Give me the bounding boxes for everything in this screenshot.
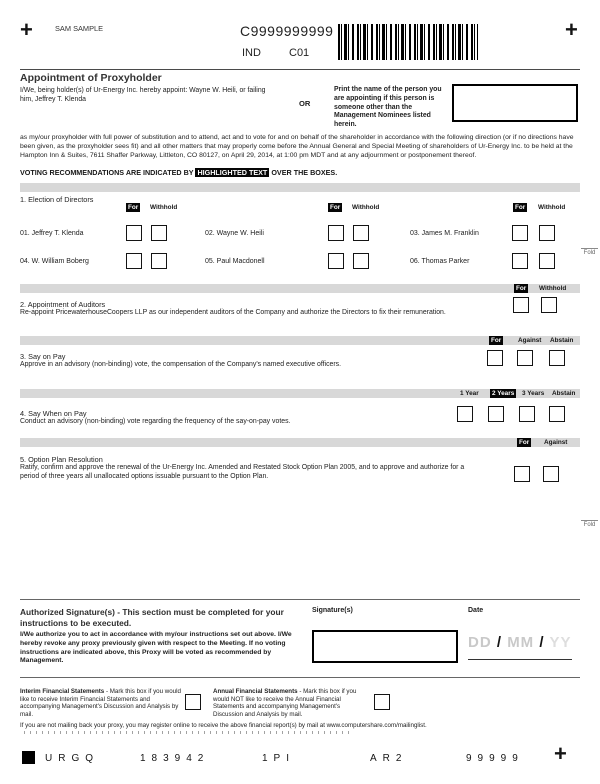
director-05-withhold-checkbox[interactable]: [353, 253, 369, 269]
director-05-for-checkbox[interactable]: [328, 253, 344, 269]
interim-statements-text: [20, 688, 182, 718]
interim-statements-checkbox[interactable]: [185, 694, 201, 710]
signature-top-divider: [20, 599, 580, 600]
auditors-for-checkbox[interactable]: [513, 297, 529, 313]
say-when-option-1year-label: 1 Year: [460, 390, 479, 397]
auditors-body: Re-appoint PricewaterhouseCoopers LLP as our independent auditors of the Company and authorize the Directors to fix their remuneration.: [20, 309, 446, 316]
appointment-title: Appointment of Proxyholder: [20, 72, 162, 84]
interim-statements-title: Interim Financial Statements: [20, 688, 105, 695]
registration-mark-bottom-right: +: [554, 741, 567, 766]
option-plan-option-against-label: Against: [544, 439, 568, 446]
election-for-header-3: For: [515, 204, 526, 211]
say-when-2years-checkbox[interactable]: [488, 406, 504, 422]
say-on-pay-option-against-label: Against: [518, 337, 542, 344]
director-04-name: 04. W. William Boberg: [20, 258, 89, 265]
option-plan-title: 5. Option Plan Resolution: [20, 455, 103, 464]
signature-label: Signature(s): [312, 607, 353, 614]
date-separator-1: /: [496, 634, 503, 651]
say-when-option-abstain-label: Abstain: [552, 390, 576, 397]
election-withhold-header-1: Withhold: [150, 204, 178, 211]
proxy-paragraph: as my/our proxyholder with full power of substitution and to attend, act and to vote for and on behalf of the shareholder in accordance with the following direction (or if no directions have been given, as the proxyholder sees fit) and all other matters that may properly come before the Annual General and Special Meeting of shareholders of Ur-Energy Inc. to be held at the Hampton Inn & Suites, 7611 Shaffer Parkway, Littleton, CO 80127, on April 29, 2014, at 1:00 pm MDT and at any adjournment or postponement thereof.: [20, 134, 574, 159]
scanner-alignment-square: [22, 751, 35, 764]
say-on-pay-body: Approve in an advisory (non-binding) vote, the compensation of the Company's named executive officers.: [20, 361, 342, 368]
election-withhold-header-2: Withhold: [352, 204, 380, 211]
say-on-pay-title: 3. Say on Pay: [20, 352, 66, 361]
say-on-pay-against-checkbox[interactable]: [517, 350, 533, 366]
say-when-option-2years-label: 2 Years: [492, 390, 515, 397]
control-number: C9999999999: [240, 23, 334, 39]
annual-statements-text: [213, 688, 371, 718]
print-instruction: Print the name of the person you are appointing if this person is someone other than the Management Nominees listed herein.: [334, 86, 442, 129]
say-when-1year-checkbox[interactable]: [457, 406, 473, 422]
auditors-withhold-checkbox[interactable]: [541, 297, 557, 313]
auditors-title: 2. Appointment of Auditors: [20, 300, 106, 309]
signature-bottom-divider: [20, 677, 580, 678]
say-on-pay-option-for-label: For: [491, 337, 502, 344]
footer-code-ar: AR2: [370, 753, 408, 764]
footer-code-sequence: 183942: [140, 753, 210, 764]
auditors-option-withhold-label: Withhold: [539, 285, 567, 292]
footer-code-type: 1PI: [262, 753, 296, 764]
registration-mark-top-right: +: [565, 17, 578, 42]
footer-code-issuer: URGQ: [45, 753, 99, 764]
auditors-option-for-label: For: [516, 285, 527, 292]
registration-mark-top-left: +: [20, 17, 33, 42]
director-01-name: 01. Jeffrey T. Klenda: [20, 230, 84, 237]
signature-body: I/We authorize you to act in accordance with my/our instructions set out above. I/We hereby revoke any proxy previously given with respect to the Meeting. If no voting instructions are indicated above, this Proxy will be voted as recommended by Management.: [20, 631, 292, 665]
auditors-recommendation-bar: [20, 284, 580, 293]
date-separator-2: /: [539, 634, 545, 651]
election-title: 1. Election of Directors: [20, 195, 94, 204]
option-plan-body: Ratify, confirm and approve the renewal of the Ur-Energy Inc. Amended and Restated Stock Option Plan 2005, and to approve and authorize for a period of three years all unallocated options issuable pursuant to the Option Plan.: [20, 464, 465, 480]
director-02-withhold-checkbox[interactable]: [353, 225, 369, 241]
appointment-body: I/We, being holder(s) of Ur-Energy Inc. hereby appoint: Wayne W. Heili, or failing him, Jeffrey T. Klenda: [20, 87, 266, 103]
say-when-abstain-checkbox[interactable]: [549, 406, 565, 422]
director-01-for-checkbox[interactable]: [126, 225, 142, 241]
voting-note: [20, 168, 337, 177]
section-divider-bar: [20, 183, 580, 192]
date-label: Date: [468, 607, 484, 614]
fold-mark-1: Fold: [581, 248, 598, 256]
say-on-pay-option-abstain-label: Abstain: [550, 337, 574, 344]
barcode: [338, 24, 478, 60]
say-when-3years-checkbox[interactable]: [519, 406, 535, 422]
header-divider: [20, 69, 580, 70]
footer-code-number: 99999: [466, 753, 524, 764]
online-registration-note: If you are not mailing back your proxy, you may register online to receive the above financial report(s) by mail at www.computershare.com/mailinglist.: [20, 722, 427, 729]
date-year-placeholder: YY: [549, 634, 572, 651]
perforation-marks: [24, 731, 354, 734]
date-field[interactable]: [468, 634, 571, 651]
option-plan-against-checkbox[interactable]: [543, 466, 559, 482]
signature-heading: Authorized Signature(s) - This section must be completed for your instructions to be executed.: [20, 607, 284, 628]
voting-note-prefix: VOTING RECOMMENDATIONS ARE INDICATED BY: [20, 168, 196, 177]
director-03-name: 03. James M. Franklin: [410, 230, 479, 237]
date-month-placeholder: MM: [507, 634, 535, 651]
recipient-name: SAM SAMPLE: [55, 24, 104, 33]
director-05-name: 05. Paul Macdonell: [205, 258, 265, 265]
director-02-for-checkbox[interactable]: [328, 225, 344, 241]
or-label: OR: [299, 99, 311, 108]
annual-statements-checkbox[interactable]: [374, 694, 390, 710]
election-withhold-header-3: Withhold: [538, 204, 566, 211]
director-01-withhold-checkbox[interactable]: [151, 225, 167, 241]
say-when-option-3years-label: 3 Years: [522, 390, 545, 397]
annual-statements-title: Annual Financial Statements: [213, 688, 298, 695]
director-06-name: 06. Thomas Parker: [410, 258, 470, 265]
appointee-name-box[interactable]: [452, 84, 578, 122]
director-06-withhold-checkbox[interactable]: [539, 253, 555, 269]
say-on-pay-for-checkbox[interactable]: [487, 350, 503, 366]
voting-note-suffix: OVER THE BOXES.: [269, 168, 338, 177]
signature-box[interactable]: [312, 630, 458, 663]
date-underline: [468, 659, 572, 660]
date-day-placeholder: DD: [468, 634, 492, 651]
director-03-withhold-checkbox[interactable]: [539, 225, 555, 241]
election-for-header-2: For: [330, 204, 341, 211]
director-06-for-checkbox[interactable]: [512, 253, 528, 269]
director-02-name: 02. Wayne W. Heili: [205, 230, 264, 237]
voting-note-highlight: HIGHLIGHTED TEXT: [197, 168, 268, 177]
annual-statements-body: - Mark this box if you would NOT like to receive the Annual Financial Statements and accompanying Management's Discussion and Analysis by mail.: [213, 688, 357, 718]
class-code: C01: [289, 47, 310, 59]
fold-mark-2: Fold: [581, 520, 598, 528]
say-on-pay-abstain-checkbox[interactable]: [549, 350, 565, 366]
director-04-for-checkbox[interactable]: [126, 253, 142, 269]
holder-type: IND: [242, 47, 261, 59]
director-04-withhold-checkbox[interactable]: [151, 253, 167, 269]
director-03-for-checkbox[interactable]: [512, 225, 528, 241]
say-when-body: Conduct an advisory (non-binding) vote regarding the frequency of the say-on-pay votes.: [20, 418, 291, 425]
say-when-title: 4. Say When on Pay: [20, 409, 87, 418]
option-plan-option-for-label: For: [519, 439, 530, 446]
interim-statements-body: - Mark this box if you would like to receive Interim Financial Statements and accompanying Management's Discussion and Analysis by mail.: [20, 688, 181, 718]
option-plan-for-checkbox[interactable]: [514, 466, 530, 482]
option-plan-recommendation-bar: [20, 438, 580, 447]
election-for-header-1: For: [128, 204, 139, 211]
